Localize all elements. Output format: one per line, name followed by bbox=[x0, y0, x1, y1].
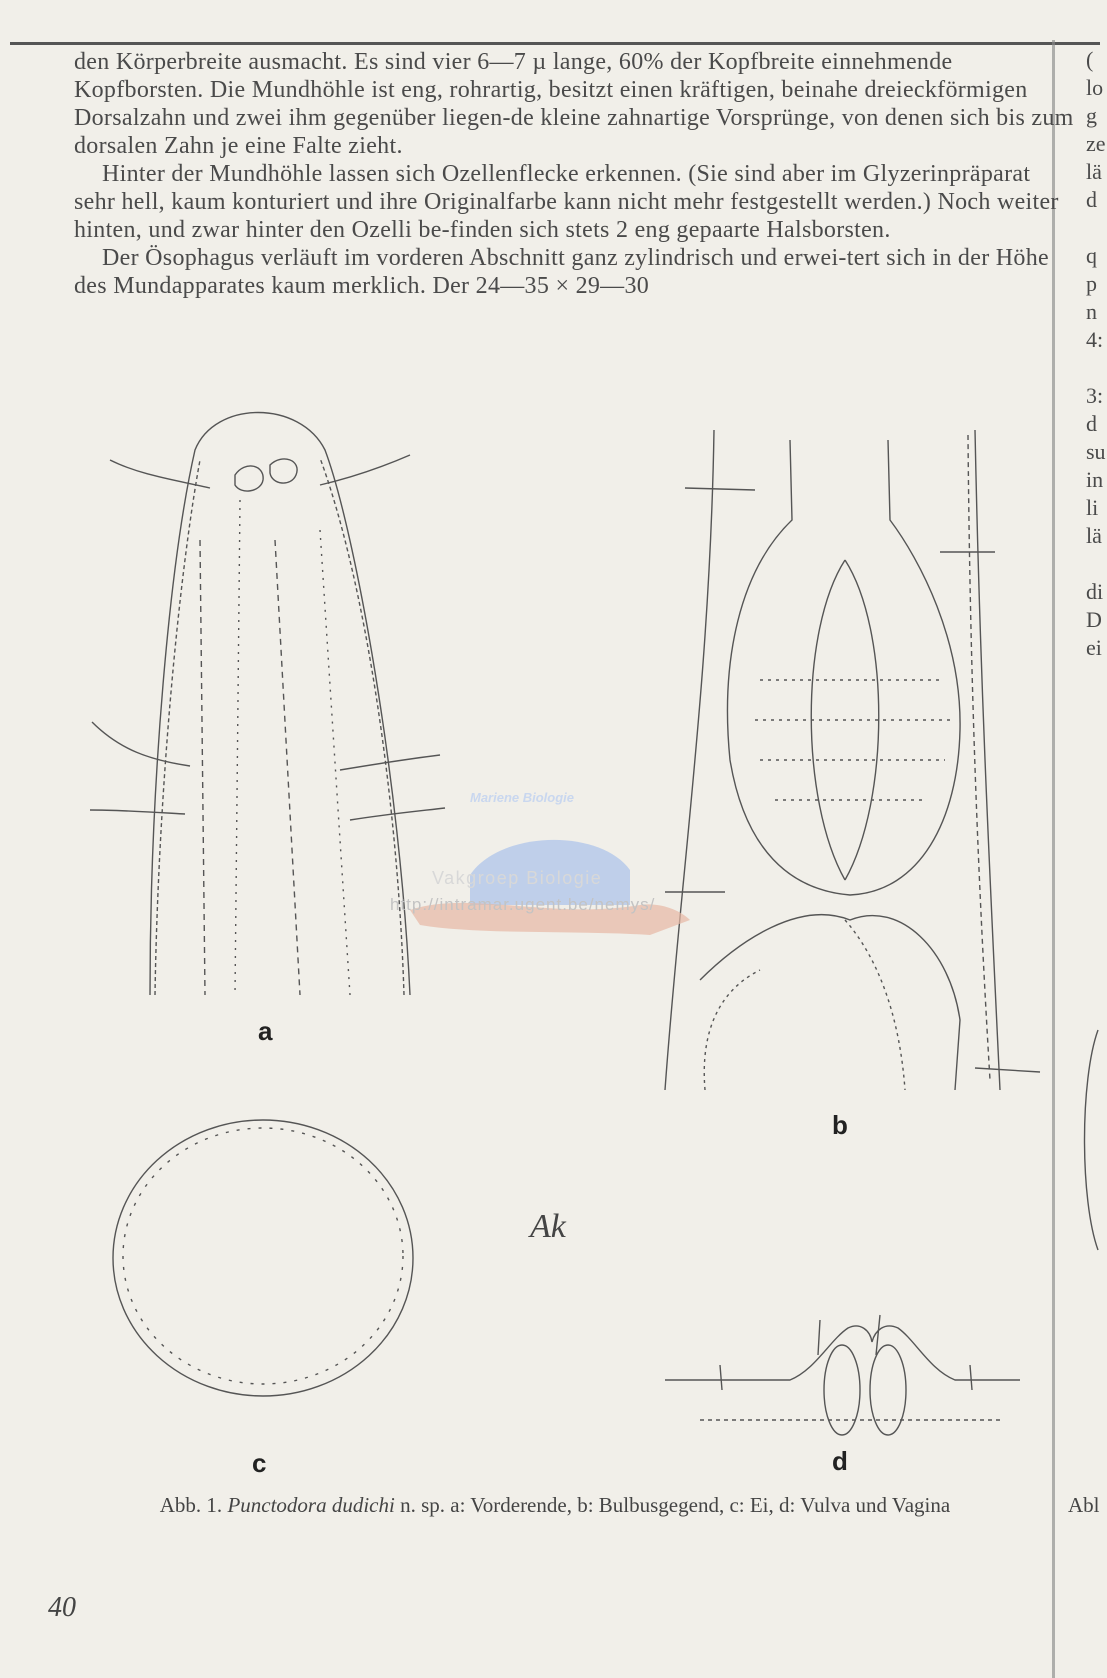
side-fragment: 3: bbox=[1086, 383, 1104, 408]
side-fragment: p bbox=[1086, 271, 1097, 296]
paragraph-3: Der Ösophagus verläuft im vorderen Abschnitt ganz zylindrisch und erwei-tert sich in der Höhe des Mundapparates kaum merklich. Der 24—35 × 29—30 bbox=[74, 245, 1049, 299]
panel-c-drawing bbox=[113, 1120, 413, 1396]
paragraph-2: Hinter der Mundhöhle lassen sich Ozellenflecke erkennen. (Sie sind aber im Glyzerinpräparat sehr hell, kaum konturiert und ihre Originalfarbe kann nicht mehr festgestellt werden.) Noch weiter hinten, und zwar hinter den Ozelli be-finden sich stets 2 eng gepaarte Halsborsten. bbox=[74, 161, 1059, 243]
adjacent-caption-fragment: Abl bbox=[1068, 1493, 1100, 1517]
side-fragment: lo bbox=[1086, 75, 1104, 100]
top-rule bbox=[10, 42, 1100, 45]
paragraph-1: den Körperbreite ausmacht. Es sind vier 6—7 µ lange, 60% der Kopfbreite einnehmende Kopfborsten. Die Mundhöhle ist eng, rohrartig, besitzt einen kräftigen, beinahe dreieckförmigen Dorsalzahn und zwei ihm gegenüber liegen-de kleine zahnartige Vorsprünge, von denen sich bis zum dorsalen Zahn je eine Falte zieht. bbox=[74, 49, 1074, 159]
side-fragment: lä bbox=[1086, 523, 1102, 548]
side-fragment: ze bbox=[1086, 131, 1106, 156]
side-fragment: n bbox=[1086, 299, 1097, 324]
watermark-url: http://intramar.ugent.be/nemys/ bbox=[390, 895, 656, 914]
page-number: 40 bbox=[48, 1592, 76, 1623]
side-fragment: di bbox=[1086, 579, 1104, 604]
side-fragment: g bbox=[1086, 103, 1097, 128]
side-fragment bbox=[1086, 214, 1107, 242]
caption-species: Punctodora dudichi bbox=[227, 1493, 395, 1517]
side-fragment: d bbox=[1086, 411, 1097, 436]
side-fragment: d bbox=[1086, 187, 1097, 212]
side-fragment: ( bbox=[1086, 47, 1094, 72]
watermark-middle-text: Vakgroep Biologie bbox=[432, 868, 603, 888]
body-text bbox=[74, 48, 1074, 300]
side-fragment bbox=[1086, 354, 1107, 382]
caption-prefix: Abb. 1. bbox=[159, 1493, 223, 1517]
side-fragment: su bbox=[1086, 439, 1106, 464]
panel-b-drawing bbox=[665, 430, 1040, 1090]
side-fragment: lä bbox=[1086, 159, 1102, 184]
panel-label-b: b bbox=[832, 1110, 848, 1140]
panel-d-drawing bbox=[665, 1315, 1020, 1435]
side-fragment: in bbox=[1086, 467, 1104, 492]
panel-label-a: a bbox=[258, 1016, 273, 1046]
side-fragment: 4: bbox=[1086, 327, 1104, 352]
side-fragment: q bbox=[1086, 243, 1097, 268]
artist-signature: Ak bbox=[530, 1208, 566, 1245]
adjacent-page-drawing bbox=[1085, 1030, 1099, 1250]
panel-label-c: c bbox=[252, 1448, 267, 1478]
side-fragment: D bbox=[1086, 607, 1102, 632]
panel-label-d: d bbox=[832, 1446, 848, 1476]
caption-rest: n. sp. a: Vorderende, b: Bulbusgegend, c: Ei, d: Vulva und Vagina bbox=[400, 1493, 951, 1517]
side-fragment: ei bbox=[1086, 635, 1102, 660]
figure-caption bbox=[40, 1493, 1070, 1517]
watermark-top-text: Mariene Biologie bbox=[470, 790, 575, 805]
side-fragment: li bbox=[1086, 495, 1099, 520]
